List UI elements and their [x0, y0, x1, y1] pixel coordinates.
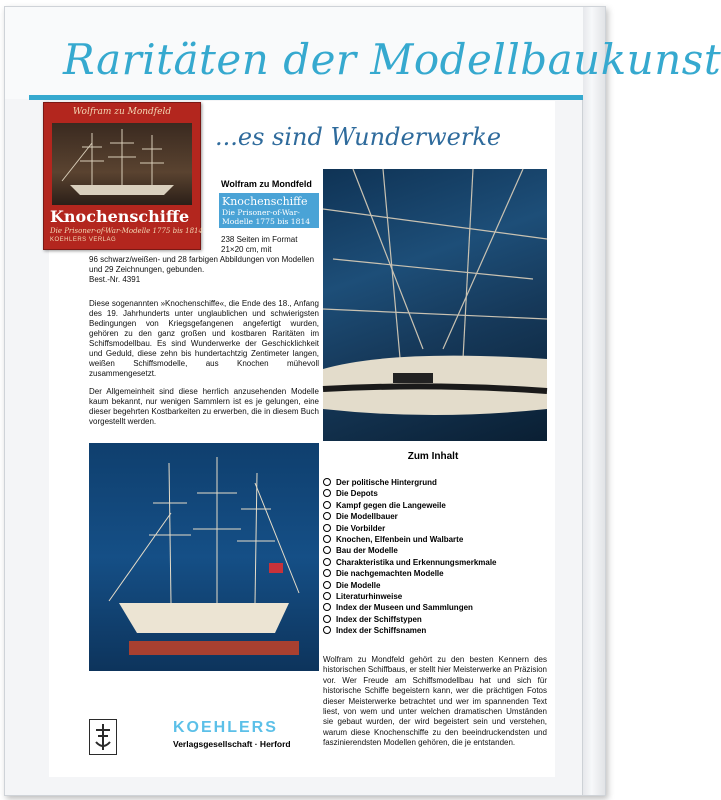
page-title: Raritäten der Modellbaukunst [63, 35, 721, 84]
bullet-circle-icon [323, 615, 331, 623]
cover-author: Wolfram zu Mondfeld [72, 107, 172, 117]
ship-detail-photo [323, 169, 547, 441]
bullet-circle-icon [323, 478, 331, 486]
cover-publisher: KOEHLERS VERLAG [50, 237, 117, 243]
list-item: Die Modelle [323, 580, 497, 591]
list-item: Index der Museen und Sammlungen [323, 602, 497, 613]
ship-model-image-icon [89, 443, 319, 671]
book-title-label [219, 193, 319, 228]
publisher-logo [89, 717, 319, 757]
cover-title: Knochenschiffe [50, 207, 190, 226]
bullet-circle-icon [323, 546, 331, 554]
bullet-circle-icon [323, 489, 331, 497]
tagline: ...es sind Wunderwerke [215, 123, 502, 151]
bullet-circle-icon [323, 524, 331, 532]
contents-list [323, 477, 497, 637]
ship-model-photo [89, 443, 319, 671]
bullet-circle-icon [323, 512, 331, 520]
publisher-emblem-icon [89, 719, 117, 755]
book-subtitle: Die Prisoner-of-War-Modelle 1775 bis 1814 [222, 208, 311, 226]
list-item: Der politische Hintergrund [323, 477, 497, 488]
list-item: Literaturhinweise [323, 591, 497, 602]
bullet-circle-icon [323, 535, 331, 543]
list-item: Knochen, Elfenbein und Walbarte [323, 534, 497, 545]
list-item: Die nachgemachten Modelle [323, 568, 497, 579]
bullet-circle-icon [323, 626, 331, 634]
list-item: Bau der Modelle [323, 545, 497, 556]
list-item: Index der Schiffstypen [323, 614, 497, 625]
list-item: Index der Schiffsnamen [323, 625, 497, 636]
cover-ship-image [52, 123, 192, 205]
ship-detail-image-icon [323, 169, 547, 441]
list-item: Kampf gegen die Langeweile [323, 500, 497, 511]
cover-subtitle: Die Prisoner-of-War-Modelle 1775 bis 1814 [50, 227, 203, 235]
book-specs-line2: 96 schwarz/weißen- und 28 farbigen Abbildungen von Modellen und 29 Zeichnungen, gebunden. [89, 255, 315, 274]
bullet-circle-icon [323, 592, 331, 600]
description-paragraph-1: Diese sogenannten »Knochenschiffe«, die Ende des 18., Anfang des 19. Jahrhunderts unter unglaublichen und schwierigsten Bedingungen von Kriegsgefangenen angefertigt wurden, gehören zu den ganz großen und kostbaren Raritäten im Schiffsmodellbau. Es sind Wunderwerke der Geschicklichkeit und Geduld, diese zehn bis hundertachtzig Zentimeter langen, weißen Schiffsmodelle, aus Knochen mühevoll zusammengesetzt. [89, 299, 319, 378]
contents-heading: Zum Inhalt [407, 451, 459, 462]
book-title: Knochenschiffe [222, 195, 308, 208]
title-rule [29, 95, 583, 100]
list-item: Die Depots [323, 488, 497, 499]
book-spine [582, 7, 605, 795]
book-back-cover [4, 6, 721, 796]
bullet-circle-icon [323, 501, 331, 509]
bullet-circle-icon [323, 558, 331, 566]
list-item: Die Vorbilder [323, 523, 497, 534]
description-paragraph-2: Der Allgemeinheit sind diese herrlich anzusehenden Modelle kaum bekannt, nur wenigen Sammlern ist es je gelungen, eine dieser begehrten Kostbarkeiten zu erwerben, die in diesem Buch vorgestellt werden. [89, 387, 319, 426]
publisher-name: KOEHLERS [173, 719, 278, 736]
book-author: Wolfram zu Mondfeld [221, 179, 312, 189]
book-specs-block [89, 255, 317, 285]
book-order-number: Best.-Nr. 4391 [89, 275, 141, 284]
ship-illustration-icon [52, 123, 192, 205]
list-item: Die Modellbauer [323, 511, 497, 522]
list-item: Charakteristika und Erkennungsmerkmale [323, 557, 497, 568]
book-specs-line1: 238 Seiten im Format 21×20 cm, mit [221, 235, 298, 254]
bullet-circle-icon [323, 603, 331, 611]
bullet-circle-icon [323, 569, 331, 577]
book-cover-thumbnail [43, 102, 201, 250]
bullet-circle-icon [323, 581, 331, 589]
author-blurb: Wolfram zu Mondfeld gehört zu den besten Kennern des historischen Schiffbaus, er stellt hier Meisterwerke an Präzision vor. Wer Freude am Schiffsmodellbau hat und sich für historische Schiffe begeistern kann, wer die prächtigen Fotos dieser Meisterwerke betrachtet und wer im spannenden Text liest, von wem und unter welchen dramatischen Umständen sie gebaut wurden, der wird begeistert sein und verstehen, warum diese Knochenschiffe zu den beeindruckendsten und faszinierendsten Modellen gehören, die je entstanden. [323, 655, 547, 748]
publisher-subtitle: Verlagsgesellschaft · Herford [173, 739, 291, 749]
